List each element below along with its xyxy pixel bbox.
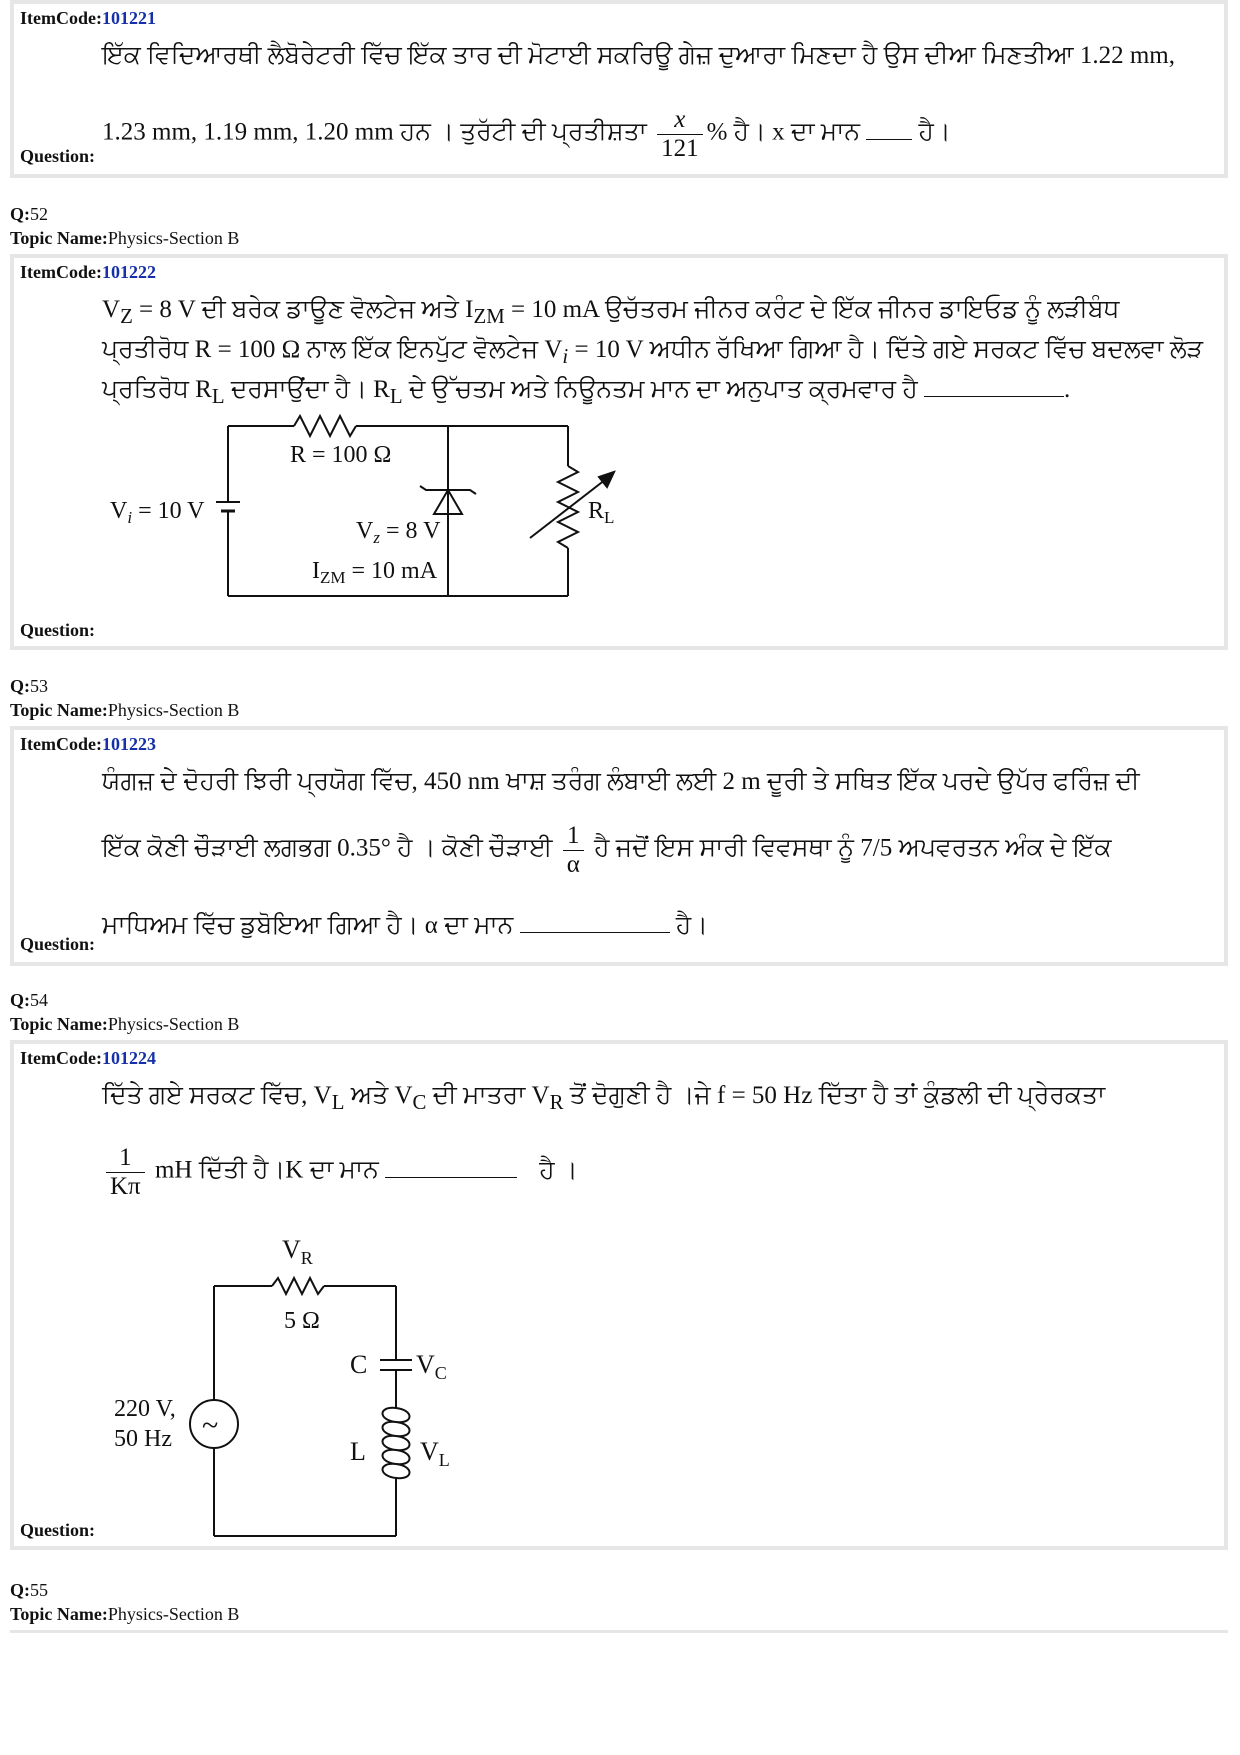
question-text: ਦਰਸਾਉਂਦਾ ਹੈ। R [224, 376, 390, 403]
question-text: ਯੰਗਜ਼ ਦੇ ਦੋਹਰੀ ਝਿਰੀ ਪ੍ਰਯੋਗ ਵਿੱਚ, 450 nm ਖਾਸ਼ ਤਰੰਗ ਲੰਬਾਈ ਲਈ 2 m ਦੂਰੀ ਤੇ ਸਥਿਤ ਇੱਕ ਪਰਦੇ ਉਪੱਰ ਫਰਿੰਜ਼ ਦੀ [102, 768, 1140, 795]
question-text: . [1063, 376, 1071, 403]
fraction-numerator: x [657, 106, 703, 135]
question-text: mH ਦਿੱਤੀ ਹੈ।K ਦਾ ਮਾਨ [154, 1156, 379, 1184]
question-block-101221 [10, 0, 1228, 178]
resistor-rl [558, 466, 578, 548]
question-text: % ਹੈ। x ਦਾ ਮਾਨ [706, 118, 861, 146]
question-text: = 10 mA ਉਚੱਤਰਮ ਜੀਨਰ ਕਰੰਟ ਦੇ ਇੱਕ ਜੀਨਰ ਡਾਇਓਡ ਨੂੰ ਲੜੀਬੰਧ [504, 296, 1120, 323]
question-text-line-2 [102, 1144, 578, 1200]
topic-name-55 [10, 1604, 239, 1625]
resistor-value-label: 5 Ω [284, 1308, 320, 1334]
question-text: ਹੈ । [539, 1156, 578, 1184]
question-block-101224 [10, 1040, 1228, 1550]
r-label: R = 100 Ω [290, 442, 392, 468]
question-label: Question: [20, 146, 96, 166]
math-sub: i [562, 344, 569, 368]
item-code-row [20, 262, 156, 283]
q-label: Q: [10, 990, 30, 1010]
fraction-1-over-alpha [563, 822, 584, 878]
vi-label: $V_i = 10$ V [110, 498, 205, 527]
math-sub: L [331, 1090, 345, 1114]
source-voltage-label: 220 V, [114, 1396, 176, 1422]
topic-value: Physics-Section B [107, 228, 240, 248]
variable-arrow-head [599, 472, 614, 487]
fraction-denominator: α [563, 850, 584, 879]
question-block-101222 [10, 254, 1228, 650]
fraction-denominator: 121 [661, 134, 699, 162]
question-text: ਇੱਕ ਕੋਣੀ ਚੌੜਾਈ ਲਗਭਗ 0.35° ਹੈ । ਕੋਣੀ ਚੌੜਾਈ [102, 834, 553, 862]
q-label: Q: [10, 676, 30, 696]
question-text-line-2 [102, 106, 951, 162]
question-label: Question: [20, 934, 96, 954]
question-text: ਹੈ। [918, 118, 951, 146]
vl-label: $V_L$ [420, 1437, 450, 1470]
item-code-row [20, 8, 156, 29]
fraction-numerator: 1 [567, 822, 580, 849]
source-frequency-label: 50 Hz [114, 1426, 172, 1452]
resistor-r [294, 416, 356, 436]
answer-blank [385, 1177, 517, 1178]
question-number-52 [10, 204, 48, 225]
question-text-line-1 [102, 1078, 1105, 1120]
topic-label: Topic Name: [10, 700, 108, 720]
fraction-denominator: Kπ [110, 1172, 141, 1200]
topic-value: Physics-Section B [107, 1014, 240, 1034]
question-text: ਪ੍ਰਤੀਰੋਧ R = 100 Ω ਨਾਲ ਇੱਕ ਇਨਪੁੱਟ ਵੋਲਟੇਜ V [102, 336, 563, 363]
q-label: Q: [10, 1580, 30, 1600]
answer-blank [924, 396, 1064, 397]
item-code-value: 101224 [101, 1048, 156, 1068]
math-sub: L [389, 384, 403, 408]
answer-blank [866, 139, 912, 140]
question-number-54 [10, 990, 48, 1011]
answer-blank [520, 932, 670, 933]
ac-symbol: ~ [202, 1409, 219, 1442]
topic-name-53 [10, 700, 239, 721]
rl-label: $R_L$ [588, 498, 615, 527]
topic-name-54 [10, 1014, 239, 1035]
topic-label: Topic Name: [10, 1014, 108, 1034]
topic-name-52 [10, 228, 239, 249]
question-text: ਇੱਕ ਵਿਦਿਆਰਥੀ ਲੈਬੋਰੇਟਰੀ ਵਿੱਚ ਇੱਕ ਤਾਰ ਦੀ ਮੋਟਾਈ ਸਕਰਿਊ ਗੇਜ਼ ਦੁਆਰਾ ਮਿਣਦਾ ਹੈ ਉਸ ਦੀਆ ਮਿਣਤੀਆ 1.22 mm, [102, 42, 1175, 69]
c-label: C [350, 1350, 368, 1379]
math-sub: Z [120, 304, 133, 328]
math-v: V [102, 296, 121, 323]
item-code-label: ItemCode: [20, 262, 102, 282]
item-code-value: 101223 [101, 734, 156, 754]
question-text: ਦਿੱਤੇ ਗਏ ਸਰਕਟ ਵਿੱਚ, V [102, 1082, 332, 1109]
fraction-x-over-121 [657, 106, 703, 162]
question-text: ਦੀ ਮਾਤਰਾ V [426, 1082, 550, 1109]
question-number-55 [10, 1580, 48, 1601]
question-text-line-2 [102, 332, 1203, 374]
question-text: ਮਾਧਿਅਮ ਵਿੱਚ ਡੁਬੋਇਆ ਗਿਆ ਹੈ। α ਦਾ ਮਾਨ [102, 912, 514, 939]
item-code-row [20, 734, 156, 755]
zener-circuit-diagram [84, 408, 644, 638]
math-sub: R [549, 1090, 564, 1114]
math-sub: C [412, 1090, 427, 1114]
fraction-1-over-k-pi [106, 1144, 145, 1200]
question-text: ਹੈ ਜਦੋਂ ਇਸ ਸਾਰੀ ਵਿਵਸਥਾ ਨੂੰ 7/5 ਅਪਵਰਤਨ ਅੰਕ ਦੇ ਇੱਕ [594, 834, 1112, 862]
item-code-value: 101221 [101, 8, 156, 28]
izm-label: $I_{ZM} = 10$ mA [312, 558, 438, 587]
topic-label: Topic Name: [10, 1604, 108, 1624]
resistor-5-ohm [272, 1278, 324, 1294]
question-text: = 10 V ਅਧੀਨ ਰੱਖਿਆ ਗਿਆ ਹੈ। ਦਿੱਤੇ ਗਏ ਸਰਕਟ ਵਿੱਚ ਬਦਲਵਾ ਲੋੜ [568, 336, 1204, 363]
l-label: L [350, 1437, 366, 1466]
question-label: Question: [20, 1520, 96, 1540]
topic-label: Topic Name: [10, 228, 108, 248]
topic-value: Physics-Section B [107, 700, 240, 720]
vz-label: $V_z = 8$ V [356, 518, 441, 547]
block-divider [10, 1630, 1228, 1633]
vr-label: $V_R$ [282, 1235, 313, 1268]
item-code-label: ItemCode: [20, 734, 102, 754]
question-text: ਦੇ ਉੱਚਤਮ ਅਤੇ ਨਿਊਨਤਮ ਮਾਨ ਦਾ ਅਨੁਪਾਤ ਕ੍ਰਮਵਾਰ ਹੈ [402, 376, 918, 403]
lcr-circuit-diagram [94, 1220, 514, 1540]
question-text: ਅਤੇ V [344, 1082, 413, 1109]
question-text: = 8 V ਦੀ ਬਰੇਕ ਡਾਊਣ ਵੋਲਟੇਜ ਅਤੇ I [132, 296, 474, 323]
q-number: 53 [30, 676, 48, 696]
math-sub: L [211, 384, 225, 408]
question-text: ਹੈ। [675, 912, 709, 939]
question-label: Question: [20, 620, 96, 640]
question-text-line-2 [102, 822, 1112, 878]
question-text-line-1 [102, 764, 1140, 800]
topic-value: Physics-Section B [107, 1604, 240, 1624]
fraction-numerator: 1 [106, 1144, 145, 1173]
question-text: ਤੋਂ ਦੋਗੁਣੀ ਹੈ ।ਜੇ f = 50 Hz ਦਿੱਤਾ ਹੈ ਤਾਂ ਕੁੰਡਲੀ ਦੀ ਪ੍ਰੇਰਕਤਾ [563, 1082, 1106, 1109]
inductor-coil [383, 1408, 410, 1478]
question-text: 1.23 mm, 1.19 mm, 1.20 mm ਹਨ । ਤੁਰੱਟੀ ਦੀ ਪ੍ਰਤੀਸ਼ਤਾ [102, 118, 647, 146]
question-block-101223 [10, 726, 1228, 966]
question-text-line-1 [102, 38, 1175, 74]
q-label: Q: [10, 204, 30, 224]
question-text-line-1 [102, 292, 1119, 334]
item-code-label: ItemCode: [20, 8, 102, 28]
q-number: 52 [30, 204, 48, 224]
vc-label: $V_C$ [416, 1350, 447, 1383]
math-sub: ZM [473, 304, 505, 328]
item-code-label: ItemCode: [20, 1048, 102, 1068]
q-number: 54 [30, 990, 48, 1010]
item-code-value: 101222 [101, 262, 156, 282]
question-text-line-3 [102, 908, 708, 944]
question-number-53 [10, 676, 48, 697]
question-text: ਪ੍ਰਤਿਰੋਧ R [102, 376, 212, 403]
q-number: 55 [30, 1580, 48, 1600]
item-code-row [20, 1048, 156, 1069]
